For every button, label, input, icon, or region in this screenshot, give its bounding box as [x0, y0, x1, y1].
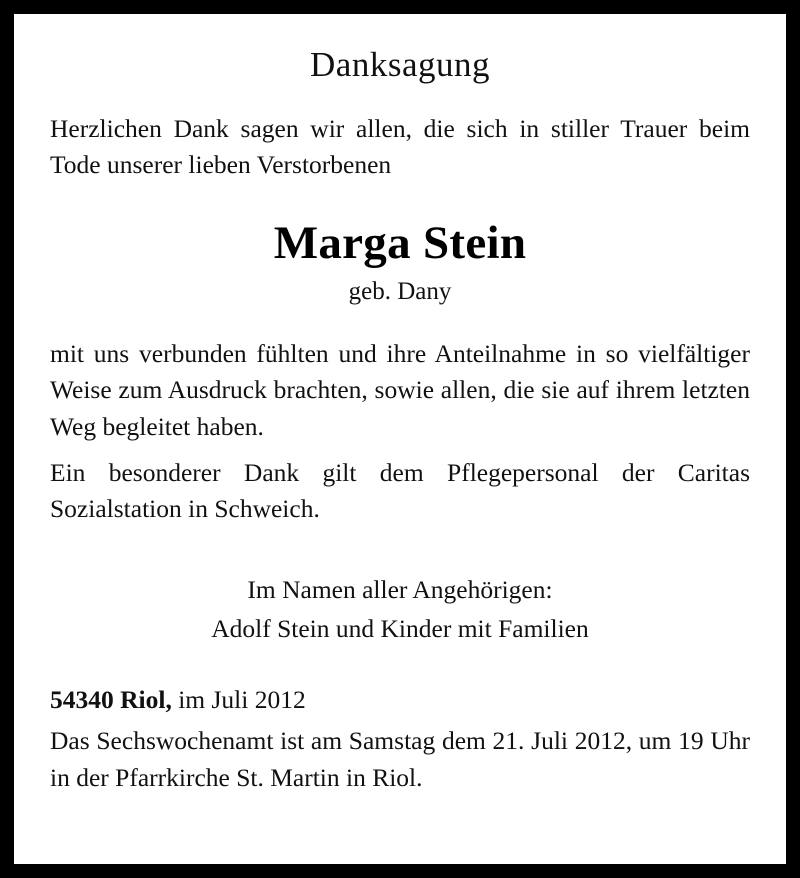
place-text: 54340 Riol, — [50, 684, 172, 714]
closing-paragraph: Das Sechswochenamt ist am Samstag dem 21. Juli 2012, um 19 Uhr in der Pfarrkirche St. Martin in Riol. — [50, 726, 750, 792]
body-paragraph-2: Ein besonderer Dank gilt dem Pflegepersonal der Caritas Sozialstation in Schweich. — [50, 457, 750, 524]
page-title: Danksagung — [310, 45, 490, 84]
maiden-name: geb. Dany — [348, 278, 452, 306]
date-text: im Juli 2012 — [178, 684, 306, 714]
intro-paragraph: Herzlichen Dank sagen wir allen, die sich in stiller Trauer beim Tode unserer lieben Verstorbenen — [50, 113, 750, 179]
family-names: Adolf Stein und Kinder mit Familien — [211, 613, 589, 643]
place-date-line — [50, 682, 750, 718]
family-intro: Im Namen aller Angehörigen: — [247, 575, 553, 605]
deceased-name: Marga Stein — [273, 216, 527, 269]
family-block — [50, 571, 750, 648]
obituary-notice-card — [14, 14, 786, 864]
body-paragraph-1: mit uns verbunden fühlten und ihre Anteilnahme in so vielfältiger Weise zum Ausdruck brachten, sowie allen, die sie auf ihrem letzten Weg begleitet haben. — [50, 339, 750, 441]
